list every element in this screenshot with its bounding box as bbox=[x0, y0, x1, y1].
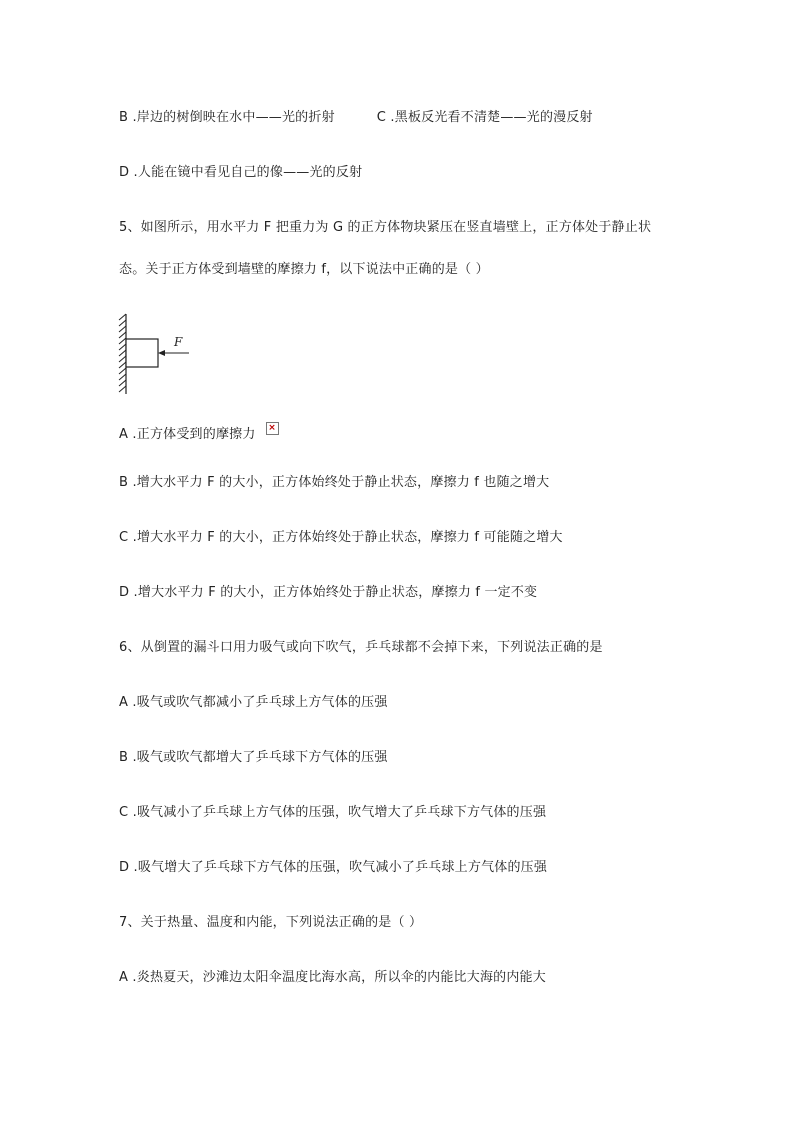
q6-option-c: C .吸气减小了乒乓球上方气体的压强，吹气增大了乒乓球下方气体的压强 bbox=[119, 805, 547, 820]
force-label: F bbox=[174, 335, 183, 349]
q6-option-b: B .吸气或吹气都增大了乒乓球下方气体的压强 bbox=[119, 750, 388, 765]
q5-stem-line-2: 态。关于正方体受到墙壁的摩擦力 f，以下说法中正确的是（ ） bbox=[119, 262, 489, 277]
diagram-svg bbox=[117, 312, 197, 396]
q6-option-a: A .吸气或吹气都减小了乒乓球上方气体的压强 bbox=[119, 695, 388, 710]
q7-stem: 7、关于热量、温度和内能，下列说法正确的是（ ） bbox=[119, 915, 423, 930]
q5-option-a bbox=[119, 423, 279, 444]
q5-option-d: D .增大水平力 F 的大小，正方体始终处于静止状态，摩擦力 f 一定不变 bbox=[119, 585, 538, 600]
broken-image-icon: × bbox=[266, 422, 279, 435]
q7-option-a: A .炎热夏天，沙滩边太阳伞温度比海水高，所以伞的内能比大海的内能大 bbox=[119, 970, 546, 985]
q4-option-c: C .黑板反光看不清楚——光的漫反射 bbox=[376, 110, 593, 125]
q5-option-a-text: A .正方体受到的摩擦力 bbox=[119, 427, 256, 442]
wall-block-force-diagram bbox=[117, 312, 197, 396]
q4-options-bc bbox=[119, 109, 593, 127]
q6-option-d: D .吸气增大了乒乓球下方气体的压强，吹气减小了乒乓球上方气体的压强 bbox=[119, 860, 548, 875]
cube-block bbox=[126, 339, 158, 367]
force-arrow-head bbox=[158, 350, 165, 356]
q5-stem-line-1: 5、如图所示，用水平力 F 把重力为 G 的正方体物块紧压在竖直墙壁上，正方体处于静止状 bbox=[119, 220, 652, 235]
q5-option-c: C .增大水平力 F 的大小，正方体始终处于静止状态，摩擦力 f 可能随之增大 bbox=[119, 530, 563, 545]
q5-option-b: B .增大水平力 F 的大小，正方体始终处于静止状态，摩擦力 f 也随之增大 bbox=[119, 475, 550, 490]
q4-option-d: D .人能在镜中看见自己的像——光的反射 bbox=[119, 165, 363, 180]
q6-stem: 6、从倒置的漏斗口用力吸气或向下吹气，乒乓球都不会掉下来，下列说法正确的是 bbox=[119, 640, 603, 655]
q4-option-b: B .岸边的树倒映在水中——光的折射 bbox=[119, 110, 335, 125]
wall-hatching bbox=[119, 314, 126, 392]
